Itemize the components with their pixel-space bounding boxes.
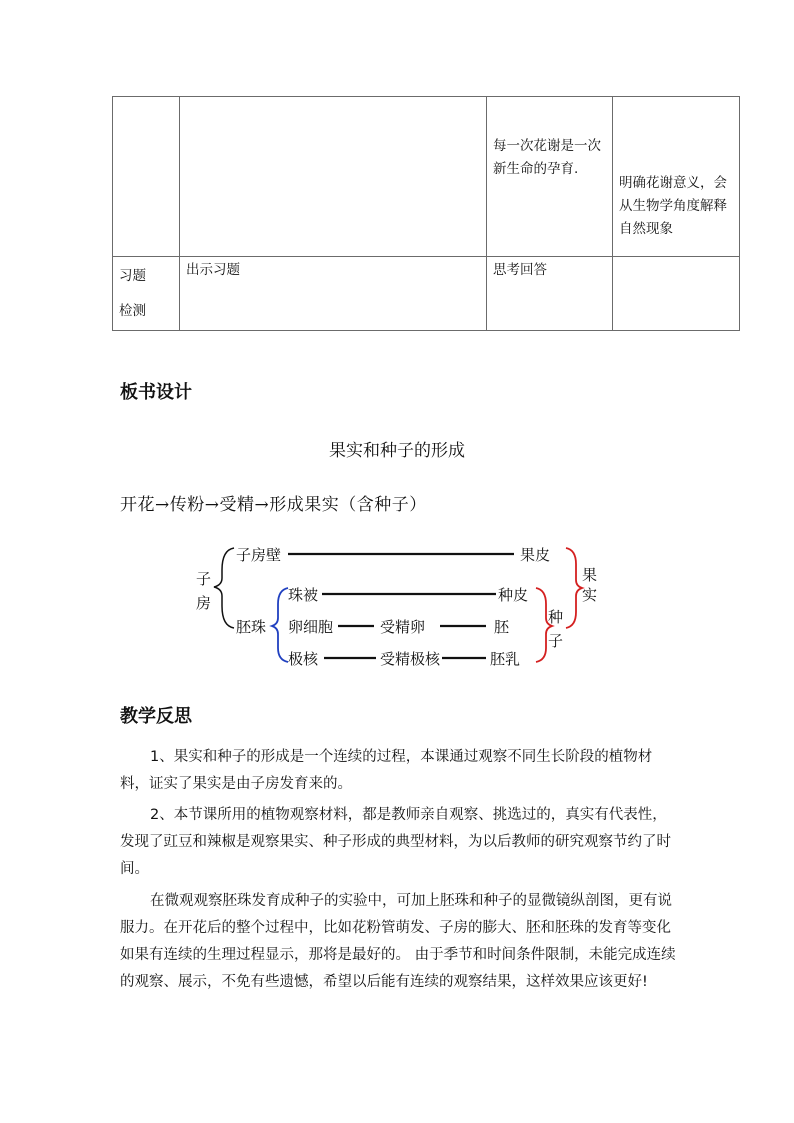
process-flow: 开花→传粉→受精→形成果实（含种子）	[120, 495, 427, 515]
table-cell-text: 思考回答	[493, 262, 547, 278]
label-fruit-2: 实	[582, 586, 598, 604]
label-endosperm: 胚乳	[490, 650, 521, 668]
label-egg-cell: 卵细胞	[288, 618, 334, 636]
label-ovary-2: 房	[196, 594, 212, 612]
table-cell	[180, 257, 487, 331]
fruit-seed-diagram	[0, 530, 794, 675]
label-pericarp: 果皮	[520, 546, 551, 564]
reflection-paragraph-3: 在微观观察胚珠发育成种子的实验中，可加上胚珠和种子的显微镜纵剖图，更有说服力。在开花后的整个过程中，比如花粉管萌发、子房的膨大、胚和胚珠的发育等变化如果有连续的生理过程显示，那将是最好的。 由于季节和时间条件限制，未能完成连续的观察、展示，不免有些遗憾，希望以后能有连续的观察结果，这样效果应该更好!	[120, 893, 676, 990]
ovary-brace	[214, 548, 234, 628]
board-title: 果实和种子的形成	[329, 441, 465, 461]
reflection-paragraph-1: 1、果实和种子的形成是一个连续的过程，本课通过观察不同生长阶段的植物材料，证实了果实是由子房发育来的。	[120, 749, 653, 792]
table-cell	[113, 257, 180, 331]
label-seed-2: 子	[548, 632, 564, 650]
ovule-brace	[272, 588, 288, 662]
label-seed-coat: 种皮	[498, 586, 529, 604]
fruit-brace	[566, 548, 582, 628]
table-cell-text: 每一次花谢是一次新生命的孕育.	[493, 138, 601, 177]
table-cell-text	[613, 257, 739, 259]
board-design-heading: 板书设计	[120, 382, 192, 403]
table-cell	[487, 257, 613, 331]
label-seed-1: 种	[548, 608, 564, 626]
table-cell	[487, 97, 613, 257]
table-cell	[113, 97, 180, 257]
table-cell	[613, 97, 740, 257]
table-cell-text: 习题检测	[119, 268, 146, 319]
lesson-table	[112, 96, 740, 331]
label-polar-nuclei: 极核	[288, 650, 319, 668]
table-cell	[180, 97, 487, 257]
label-integument: 珠被	[288, 586, 319, 604]
table-cell-text: 明确花谢意义，会从生物学角度解释自然现象	[619, 175, 727, 237]
label-ovary-1: 子	[196, 570, 212, 588]
reflection-heading: 教学反思	[120, 706, 192, 727]
label-fertilized-egg: 受精卵	[380, 618, 426, 636]
label-ovary-wall: 子房壁	[236, 546, 282, 564]
table-cell-text: 出示习题	[186, 262, 240, 278]
label-fertilized-polar-nuclei: 受精极核	[380, 650, 441, 668]
table-cell	[613, 257, 740, 331]
label-ovule: 胚珠	[236, 618, 267, 636]
reflection-paragraph-2: 2、本节课所用的植物观察材料，都是教师亲自观察、挑选过的，真实有代表性，发现了豇豆和辣椒是观察果实、种子形成的典型材料，为以后教师的研究观察节约了时间。	[120, 807, 671, 877]
label-fruit-1: 果	[582, 566, 598, 584]
label-embryo: 胚	[494, 618, 510, 636]
